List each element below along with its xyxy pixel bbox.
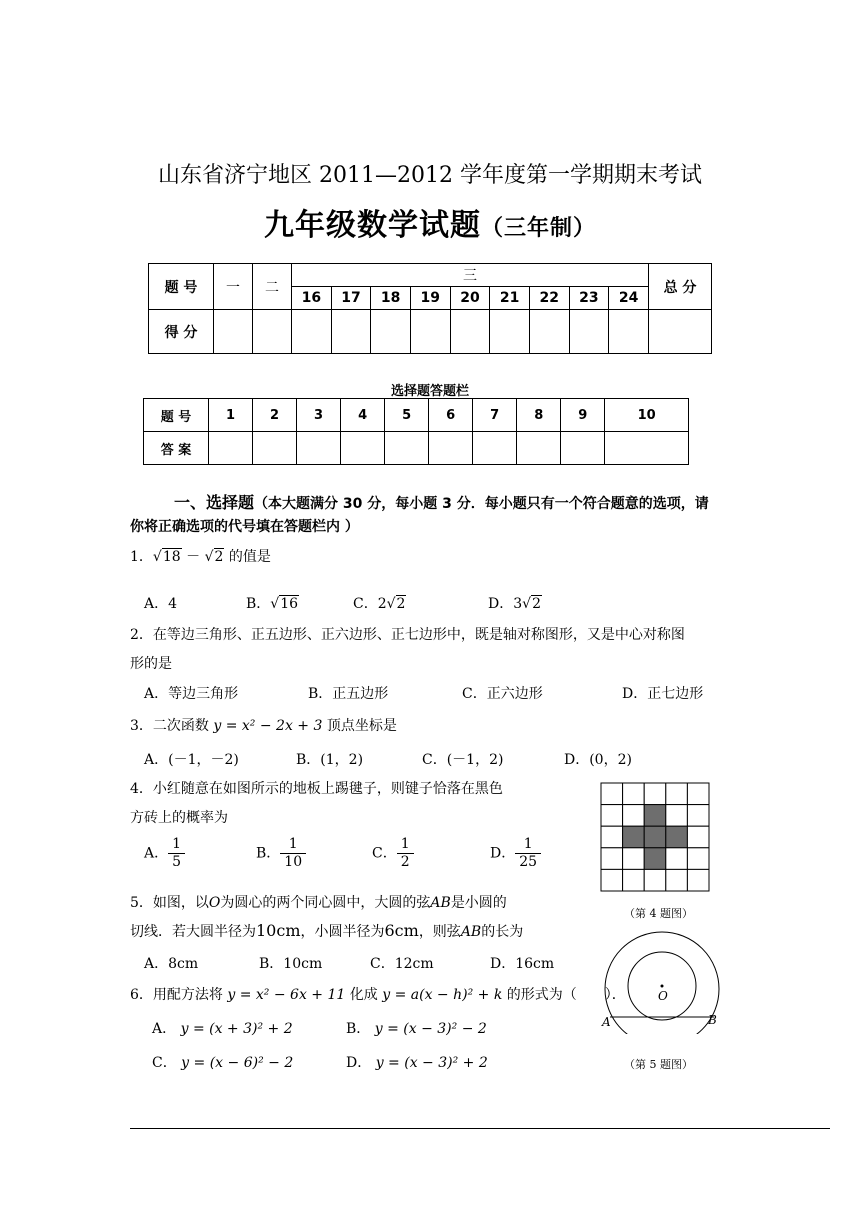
- figure5-big-circle: [605, 932, 719, 1034]
- q5-text-c: 是小圆的: [450, 895, 507, 911]
- q1-c-radicand: 2: [396, 596, 406, 612]
- q3-tail: 顶点坐标是: [326, 718, 397, 734]
- q6-option-c: [152, 1052, 293, 1072]
- q5-text-b: 为圆心的两个同心圆中，大圆的弦: [220, 895, 431, 911]
- score-item-21: 21: [490, 287, 530, 310]
- q6-tail: 的形式为（ ）．: [506, 987, 626, 1003]
- q2-option-c: C．正六边形: [462, 686, 543, 702]
- q5-option-b: B．10cm: [259, 956, 323, 972]
- q1-option-d: D．3√2: [488, 596, 541, 612]
- q5-stem-line1: [130, 892, 507, 912]
- q1-minus: －: [186, 549, 201, 565]
- answer-cell[interactable]: [429, 432, 473, 465]
- section1-desc1: （本大题满分 30 分，每小题 3 分．每小题只有一个符合题意的选项，请: [254, 496, 709, 512]
- q5-stem-line2: [130, 921, 523, 941]
- q5-text-g: 的长为: [481, 924, 524, 940]
- answer-number-5: 5: [385, 399, 429, 432]
- q1-radicand2: 2: [214, 549, 224, 565]
- q5-radius-big: 10cm: [256, 921, 301, 940]
- answer-cell[interactable]: [209, 432, 253, 465]
- score-cell[interactable]: [569, 310, 609, 354]
- q2-option-d: D．正七边形: [622, 686, 704, 702]
- q4-c-prefix: C．: [372, 845, 397, 862]
- q4-b-fraction: [280, 836, 306, 871]
- answer-number-4: 4: [341, 399, 385, 432]
- q6-c-formula: y = (x − 6)² − 2: [181, 1055, 294, 1071]
- answer-number-7: 7: [473, 399, 517, 432]
- score-part2: 二: [253, 264, 292, 310]
- score-cell[interactable]: [649, 310, 712, 354]
- figure4-white-tile: [601, 826, 623, 848]
- answer-table-caption: 选择题答题栏: [390, 384, 469, 399]
- score-label-number: 题 号: [149, 264, 214, 310]
- q4-a-fraction: [168, 836, 185, 871]
- answer-number-10: 10: [605, 399, 689, 432]
- figure5-label-b: B: [708, 1013, 717, 1027]
- figure4-white-tile: [687, 826, 709, 848]
- q4-option-b: [256, 836, 306, 871]
- q4-stem-line1: 4．小红随意在如图所示的地板上踢毽子，则键子恰落在黑色: [130, 781, 503, 797]
- section1-desc2: 你将正确选项的代号填在答题栏内 ）: [130, 519, 359, 535]
- q6-d-formula: y = (x − 3)² + 2: [375, 1055, 488, 1071]
- q6-prefix: 6．用配方法将: [130, 987, 223, 1003]
- score-cell[interactable]: [450, 310, 490, 354]
- figure4-black-tile: [644, 805, 666, 827]
- answer-cell[interactable]: [341, 432, 385, 465]
- figure4-white-tile: [666, 805, 688, 827]
- score-part1: 一: [214, 264, 253, 310]
- q4-d-prefix: D．: [490, 845, 516, 862]
- score-label-score: 得 分: [149, 310, 214, 354]
- q3-option-c: C．(－1，2): [422, 752, 504, 768]
- score-item-24: 24: [609, 287, 649, 310]
- figure4-white-tile: [666, 869, 688, 891]
- q1-option-c: C．2√2: [353, 596, 406, 612]
- q2-option-a: A．等边三角形: [144, 686, 239, 702]
- answer-number-3: 3: [297, 399, 341, 432]
- q3-option-b: B．(1，2): [296, 752, 364, 768]
- figure5-center-dot: [661, 985, 664, 988]
- paper-title-main: 九年级数学试题: [263, 208, 481, 243]
- q5-chord-ab-2: AB: [460, 924, 482, 940]
- q4-option-d: [490, 836, 541, 871]
- answer-cell[interactable]: [253, 432, 297, 465]
- score-item-16: 16: [292, 287, 332, 310]
- q4-d-numerator: 1: [515, 836, 541, 854]
- figure4-white-tile: [644, 783, 666, 805]
- figure4-white-tile: [601, 848, 623, 870]
- q4-b-numerator: 1: [280, 836, 306, 854]
- q4-d-denominator: 25: [519, 853, 538, 870]
- q6-a-formula: y = (x + 3)² + 2: [180, 1021, 293, 1037]
- figure4-white-tile: [644, 869, 666, 891]
- q4-b-denominator: 10: [284, 853, 303, 870]
- answer-value-row: [144, 432, 689, 465]
- q4-a-numerator: 1: [168, 836, 185, 854]
- answer-cell[interactable]: [473, 432, 517, 465]
- q1-number: 1．: [130, 549, 153, 565]
- q6-formula2: y = a(x − h)² + k: [382, 987, 503, 1003]
- figure4-white-tile: [687, 783, 709, 805]
- q4-c-numerator: 1: [397, 836, 414, 854]
- score-cell[interactable]: [253, 310, 292, 354]
- q3-prefix: 3．二次函数: [130, 718, 209, 734]
- q3-stem: [130, 715, 397, 735]
- answer-cell[interactable]: [517, 432, 561, 465]
- score-item-20: 20: [450, 287, 490, 310]
- score-item-23: 23: [569, 287, 609, 310]
- q6-a-prefix: A．: [152, 1021, 177, 1037]
- figure4-white-tile: [623, 848, 645, 870]
- score-item-19: 19: [410, 287, 450, 310]
- q1-stem: 1．√18 － √2 的值是: [130, 549, 271, 565]
- figure4-tile-grid: [600, 782, 712, 894]
- answer-cell[interactable]: [297, 432, 341, 465]
- q5-radius-small: 6cm: [384, 921, 419, 940]
- answer-cell[interactable]: [561, 432, 605, 465]
- q1-c-prefix: C．2: [353, 596, 387, 612]
- score-cell[interactable]: [331, 310, 371, 354]
- figure4-black-tile: [644, 848, 666, 870]
- score-cell[interactable]: [529, 310, 569, 354]
- score-part3: 三: [292, 264, 649, 287]
- figure5-label-o: O: [658, 989, 668, 1003]
- q4-option-c: [372, 836, 414, 871]
- q6-c-prefix: C．: [152, 1055, 177, 1071]
- figure4-white-tile: [666, 783, 688, 805]
- q6-b-formula: y = (x − 3)² − 2: [374, 1021, 487, 1037]
- q6-d-prefix: D．: [346, 1055, 372, 1071]
- answer-number-1: 1: [209, 399, 253, 432]
- q6-stem: [130, 984, 626, 1004]
- figure4-white-tile: [601, 783, 623, 805]
- q1-radicand1: 18: [162, 549, 181, 565]
- score-item-18: 18: [371, 287, 411, 310]
- q3-option-d: D．(0，2): [564, 752, 632, 768]
- figure5-caption: （第 5 题图）: [624, 1058, 693, 1071]
- q5-center-o: O: [208, 895, 221, 911]
- q5-text-f: ，则弦: [418, 924, 461, 940]
- figure4-white-tile: [601, 869, 623, 891]
- paper-title: [0, 200, 860, 244]
- figure4-caption: （第 4 题图）: [624, 907, 693, 920]
- q3-option-a: A．(－1，－2): [144, 752, 239, 768]
- q5-text-d: 切线．若大圆半径为: [130, 924, 256, 940]
- score-cell[interactable]: [609, 310, 649, 354]
- q6-option-a: [152, 1018, 293, 1038]
- answer-number-9: 9: [561, 399, 605, 432]
- figure4-white-tile: [623, 783, 645, 805]
- score-cell[interactable]: [371, 310, 411, 354]
- answer-number-row: [144, 399, 689, 432]
- figure4-black-tile: [666, 826, 688, 848]
- q1-d-prefix: D．3: [488, 596, 523, 612]
- q4-b-prefix: B．: [256, 845, 281, 862]
- answer-cell[interactable]: [605, 432, 689, 465]
- figure5-label-a: A: [602, 1015, 611, 1029]
- answer-number-2: 2: [253, 399, 297, 432]
- answer-cell[interactable]: [385, 432, 429, 465]
- q1-b-prefix: B．: [246, 596, 271, 612]
- q6-formula1: y = x² − 6x + 11: [227, 987, 346, 1003]
- figure5-concentric-circles: [596, 928, 730, 1034]
- score-total: 总 分: [649, 264, 712, 310]
- score-item-22: 22: [529, 287, 569, 310]
- answer-label-number: 题 号: [144, 399, 209, 432]
- score-table: [148, 263, 712, 354]
- section1-line1: [174, 490, 709, 513]
- q1-tail: 的值是: [228, 549, 271, 565]
- q4-a-denominator: 5: [172, 853, 182, 870]
- q4-a-prefix: A．: [144, 845, 169, 862]
- q1-option-b: B．√16: [246, 596, 299, 612]
- answer-label-answer: 答 案: [144, 432, 209, 465]
- q5-text-e: ，小圆半径为: [300, 924, 385, 940]
- figure4-white-tile: [601, 805, 623, 827]
- q6-b-prefix: B．: [346, 1021, 371, 1037]
- q1-b-radicand: 16: [280, 596, 299, 612]
- q2-stem-line1: 2．在等边三角形、正五边形、正六边形、正七边形中，既是轴对称图形，又是中心对称图: [130, 627, 685, 643]
- q5-text-a: 5．如图，以: [130, 895, 209, 911]
- q5-option-c: C．12cm: [370, 956, 434, 972]
- score-item-17: 17: [331, 287, 371, 310]
- score-cell[interactable]: [410, 310, 450, 354]
- q4-d-fraction: [515, 836, 541, 871]
- figure4-white-tile: [666, 848, 688, 870]
- figure4-white-tile: [687, 848, 709, 870]
- q3-formula: y = x² − 2x + 3: [213, 718, 323, 734]
- section1-line2: [130, 516, 359, 536]
- paper-title-paren: （三年制）: [480, 215, 596, 241]
- q6-middle: 化成: [349, 987, 378, 1003]
- q6-option-b: [346, 1018, 487, 1038]
- q4-option-a: [144, 836, 185, 871]
- figure4-white-tile: [623, 805, 645, 827]
- exam-title: 山东省济宁地区 2011—2012 学年度第一学期期末考试: [158, 163, 702, 188]
- figure4-white-tile: [687, 869, 709, 891]
- answer-number-6: 6: [429, 399, 473, 432]
- answer-number-8: 8: [517, 399, 561, 432]
- q4-c-denominator: 2: [400, 853, 410, 870]
- q1-d-radicand: 2: [532, 596, 541, 612]
- q1-option-a: A．4: [144, 596, 178, 612]
- answer-table: [143, 398, 689, 465]
- figure4-black-tile: [623, 826, 645, 848]
- figure4-white-tile: [623, 869, 645, 891]
- q4-stem-line2: 方砖上的概率为: [130, 810, 228, 826]
- q6-option-d: [346, 1052, 488, 1072]
- q5-chord-ab: AB: [430, 895, 451, 911]
- q2-option-b: B．正五边形: [308, 686, 389, 702]
- q4-c-fraction: [397, 836, 414, 871]
- section1-heading: 一、选择题: [174, 493, 255, 512]
- footer-rule: [130, 1128, 830, 1129]
- score-cell[interactable]: [292, 310, 332, 354]
- score-cell[interactable]: [490, 310, 530, 354]
- q5-option-a: A．8cm: [144, 956, 199, 972]
- q5-option-d: D．16cm: [490, 956, 555, 972]
- q2-stem-line2: 形的是: [130, 656, 172, 672]
- figure4-white-tile: [687, 805, 709, 827]
- score-values-row: [149, 310, 712, 354]
- score-cell[interactable]: [214, 310, 253, 354]
- figure4-black-tile: [644, 826, 666, 848]
